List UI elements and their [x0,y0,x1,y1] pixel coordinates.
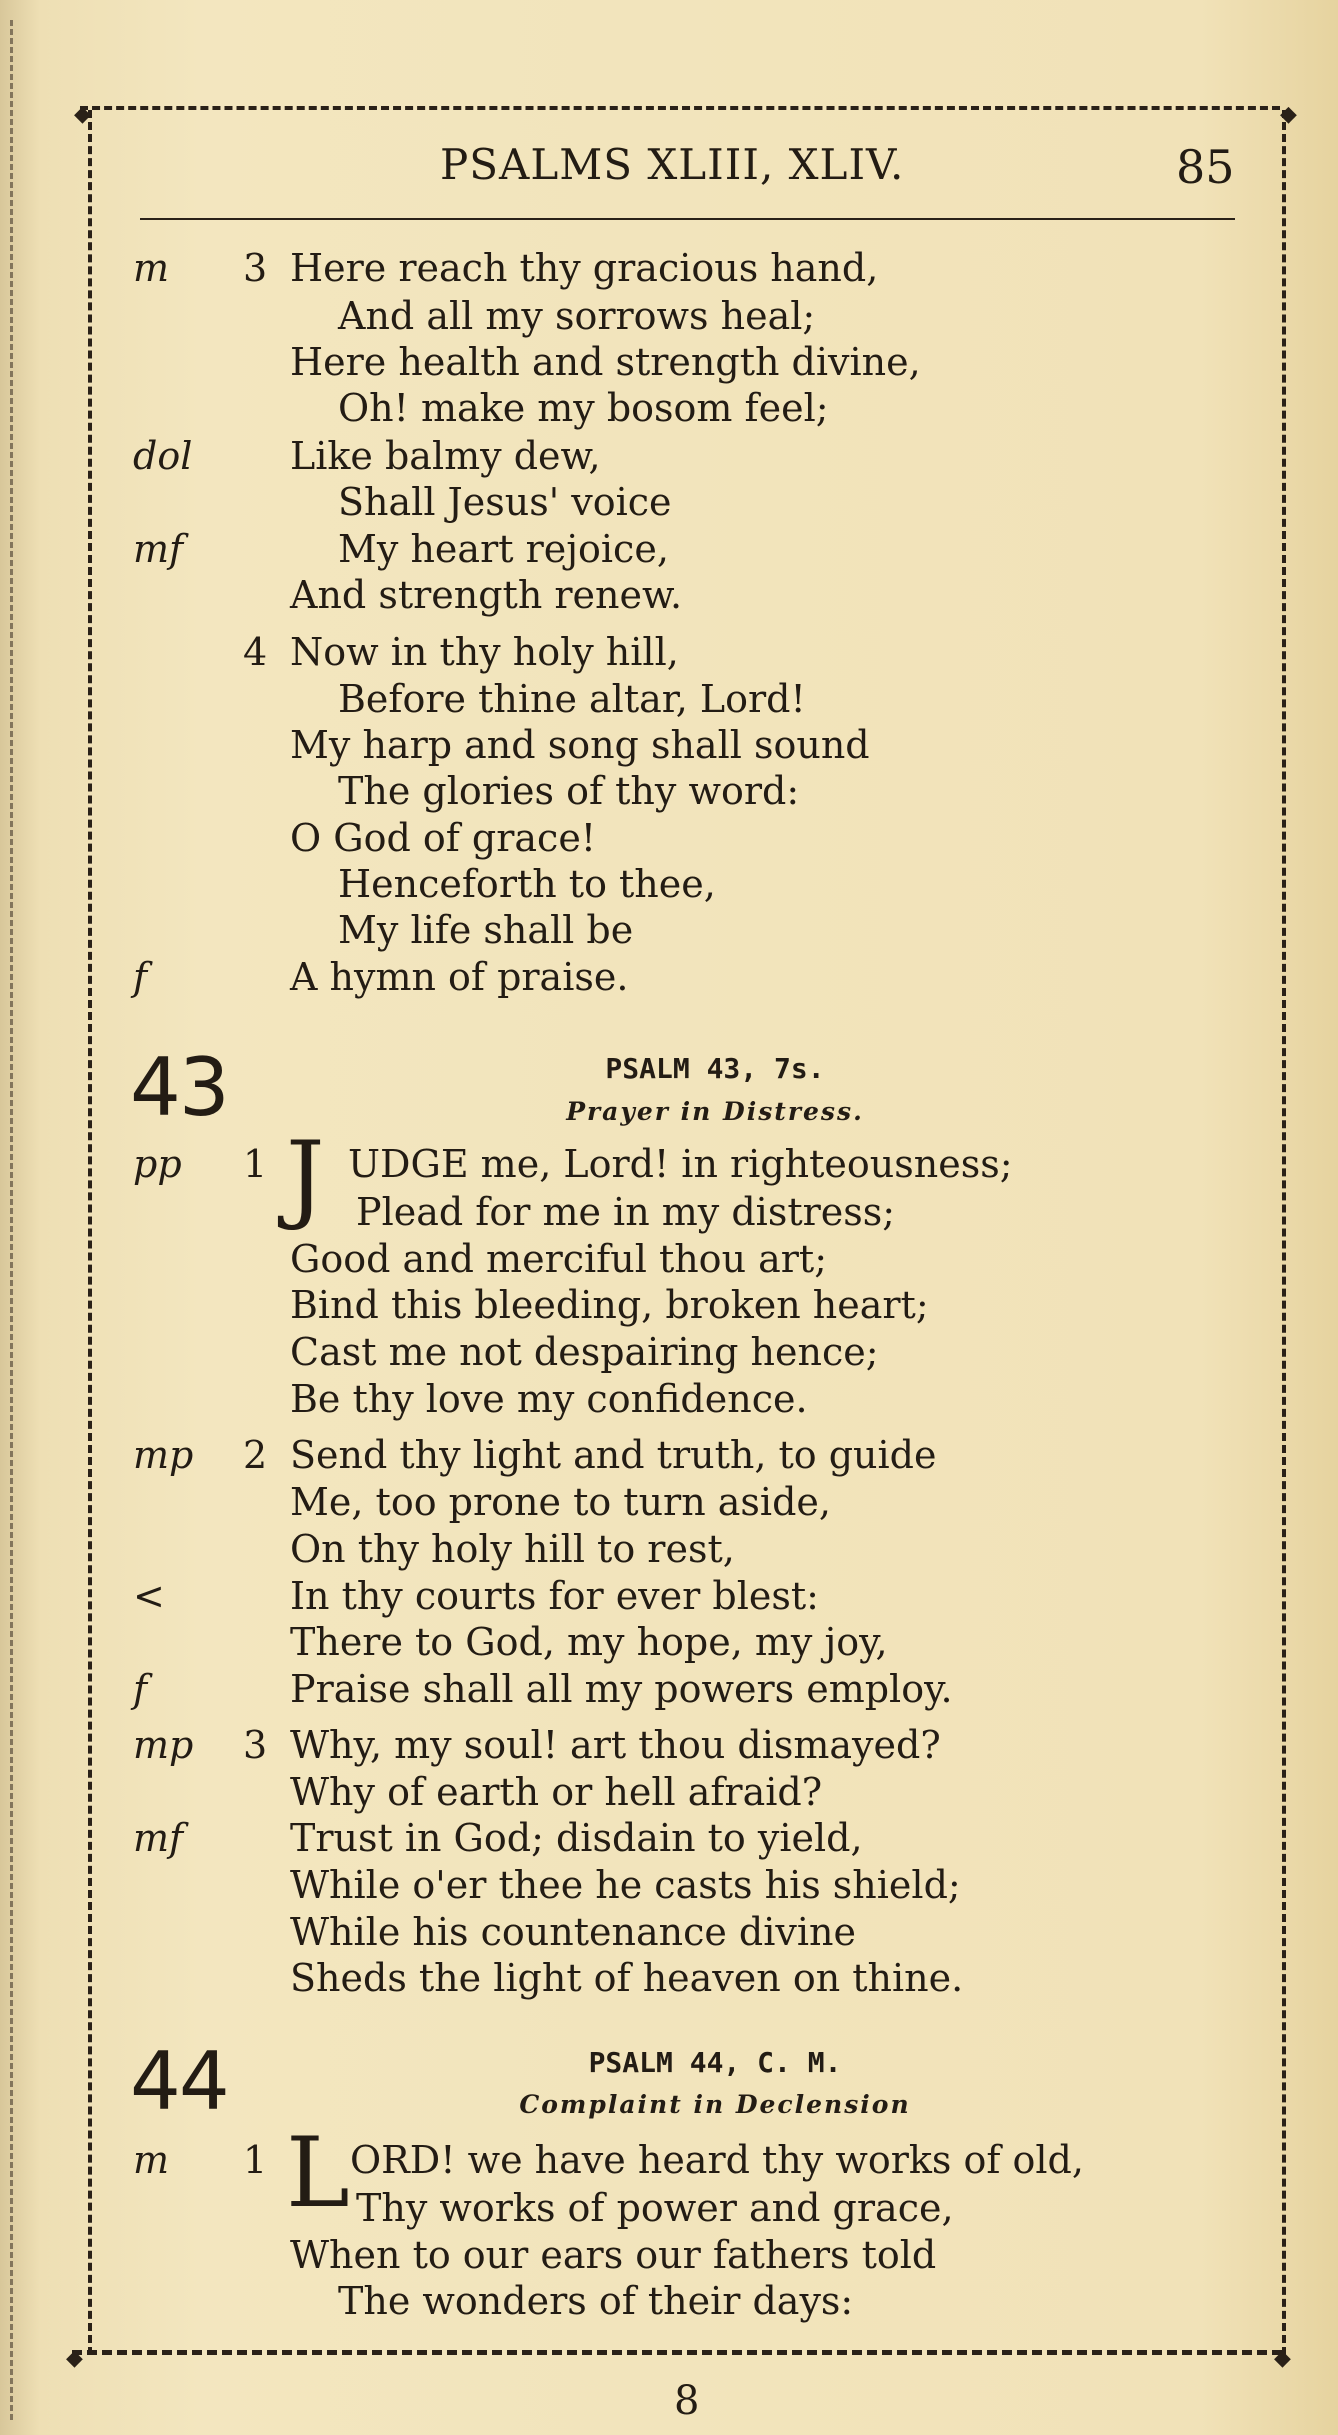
ornamental-border-bottom [72,2350,1282,2367]
hymn-line: Plead for me in my distress; [356,1190,896,1234]
hymn-line: Here reach thy gracious hand, [290,246,879,290]
hymn-line: My heart rejoice, [338,527,669,571]
dynamic-mark: m [133,246,170,290]
verse-number: 1 [243,2138,268,2182]
hymn-line: Cast me not despairing hence; [290,1330,879,1374]
dynamic-mark: mf [133,1816,184,1860]
hymn-line: And strength renew. [290,573,683,617]
hymn-line: The glories of thy word: [338,769,800,813]
ornamental-border-top [80,106,1280,122]
hymn-line: Like balmy dew, [290,434,601,478]
hymn-line: Before thine altar, Lord! [338,677,806,721]
hymn-line: The wonders of their days: [338,2279,854,2323]
hymn-line: Sheds the light of heaven on thine. [290,1956,964,2000]
hymn-number: 44 [130,2035,228,2128]
hymn-line: Praise shall all my powers employ. [290,1667,953,1711]
header-rule [140,218,1235,220]
corner-ornament-icon: ◆ [1274,2346,1291,2371]
drop-cap: J [286,1121,325,1233]
hymn-line: My life shall be [338,908,634,952]
dynamic-mark: pp [133,1142,182,1186]
corner-ornament-icon: ◆ [66,2346,83,2371]
hymn-line: Henceforth to thee, [338,862,716,906]
verse-number: 3 [243,246,268,290]
hymn-line: In thy courts for ever blest: [290,1574,819,1618]
hymn-line: Why, my soul! art thou dismayed? [290,1723,941,1767]
hymn-line: Thy works of power and grace, [356,2186,954,2230]
hymn-line: Shall Jesus' voice [338,480,672,524]
hymn-line: Now in thy holy hill, [290,630,679,674]
verse-number: 1 [243,1142,268,1186]
binding-gutter [10,20,19,2420]
hymn-title: PSALM 43, 7s. [605,1052,825,1085]
hymn-line: And all my sorrows heal; [338,294,816,338]
hymn-line: Here health and strength divine, [290,340,921,384]
hymn-line: Trust in God; disdain to yield, [290,1816,863,1860]
hymn-subtitle: Complaint in Declension [519,2090,911,2119]
hymn-line: ORD! we have heard thy works of old, [350,2138,1084,2182]
verse-number: 2 [243,1433,268,1477]
dynamic-mark: mp [133,1723,194,1767]
hymn-line: There to God, my hope, my joy, [290,1620,888,1664]
signature-mark: 8 [674,2378,700,2424]
hymn-line: While his countenance divine [290,1910,856,1954]
hymn-line: My harp and song shall sound [290,723,870,767]
dynamic-mark: mp [133,1433,194,1477]
page-number: 85 [1176,140,1235,194]
hymn-line: Send thy light and truth, to guide [290,1433,937,1477]
hymn-line: Oh! make my bosom feel; [338,386,829,430]
corner-ornament-icon: ◆ [74,102,91,127]
hymn-line: A hymn of praise. [290,955,629,999]
hymn-line: Good and merciful thou art; [290,1237,828,1281]
ornamental-border-right [1282,110,1292,2355]
dynamic-mark: mf [133,527,184,571]
hymn-line: While o'er thee he casts his shield; [290,1863,961,1907]
hymn-line: O God of grace! [290,816,597,860]
hymn-line: Me, too prone to turn aside, [290,1480,831,1524]
hymn-line: When to our ears our fathers told [290,2233,937,2277]
corner-ornament-icon: ◆ [1280,102,1297,127]
hymn-number: 43 [130,1041,228,1134]
drop-cap: L [286,2117,350,2229]
dynamic-mark: dol [133,434,193,478]
dynamic-mark: f [133,955,148,999]
hymn-line: Bind this bleeding, broken heart; [290,1283,929,1327]
hymn-line: On thy holy hill to rest, [290,1527,735,1571]
verse-number: 3 [243,1723,268,1767]
verse-number: 4 [243,630,268,674]
ornamental-border-left [88,110,98,2355]
dynamic-mark: m [133,2138,170,2182]
running-head: PSALMS XLIII, XLIV. [440,140,905,189]
hymn-title: PSALM 44, C. M. [588,2046,842,2079]
crescendo-mark: < [133,1574,165,1618]
hymn-line: Why of earth or hell afraid? [290,1770,823,1814]
dynamic-mark: f [133,1667,148,1711]
hymn-subtitle: Prayer in Distress. [566,1097,864,1126]
hymn-line: UDGE me, Lord! in righteousness; [348,1142,1013,1186]
hymn-line: Be thy love my confidence. [290,1377,808,1421]
